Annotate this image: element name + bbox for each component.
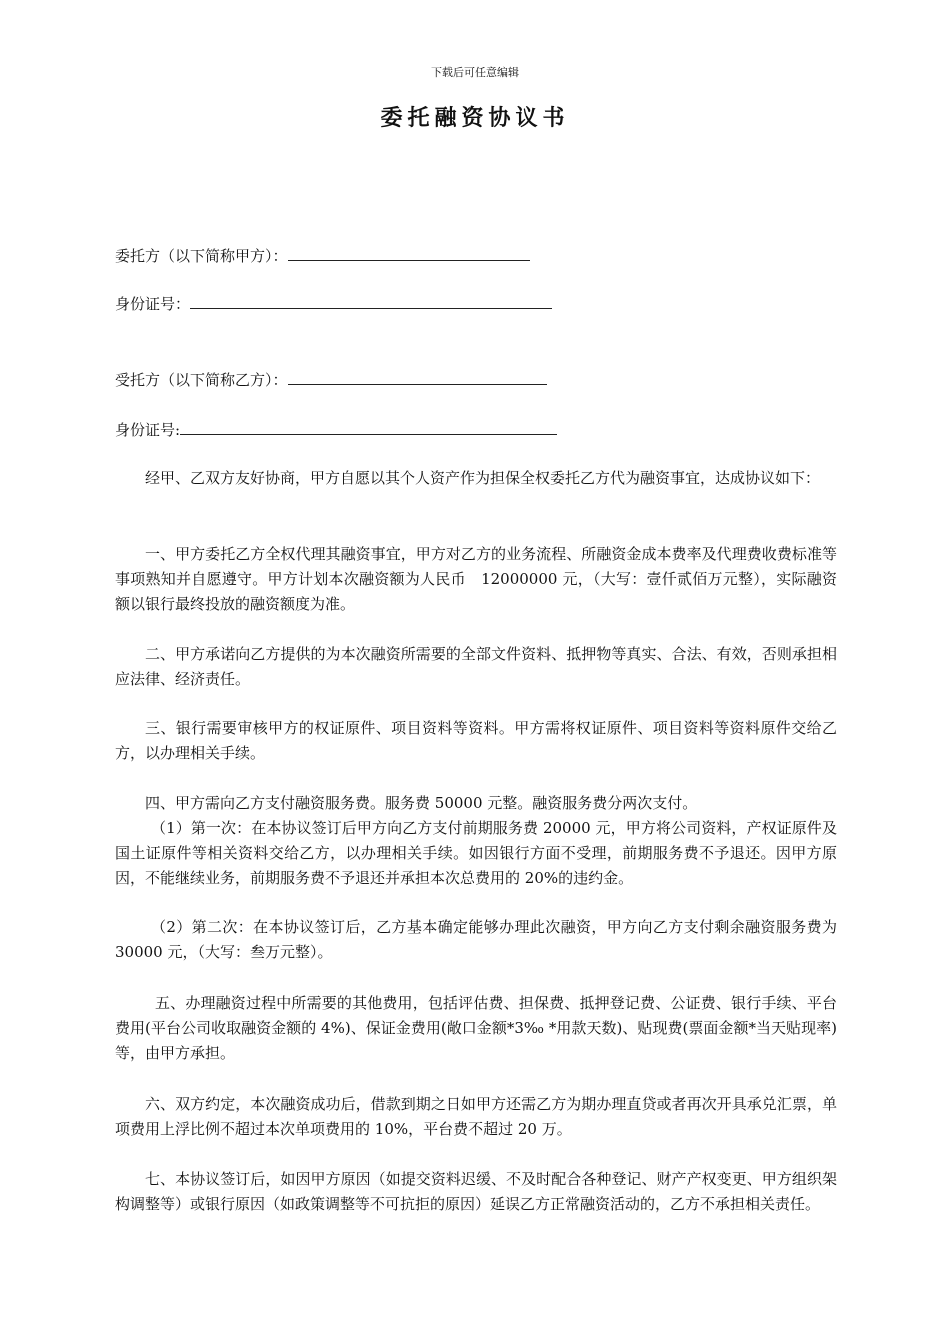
client-field bbox=[115, 246, 530, 266]
client-id-blank-line bbox=[190, 294, 552, 309]
document-title: 委托融资协议书 bbox=[380, 105, 570, 131]
agent-id-blank-line bbox=[180, 420, 557, 435]
intro-paragraph: 经甲、乙双方友好协商，甲方自愿以其个人资产作为担保全权委托乙方代为融资事宜，达成协议如下： bbox=[145, 469, 821, 487]
clause-6: 六、双方约定，本次融资成功后，借款到期之日如甲方还需乙方为期办理直贷或者再次开具承兑汇票，单项费用上浮比例不超过本次单项费用的 10%，平台费不超过 20 万。 bbox=[115, 1095, 837, 1138]
clause-4-item-1: （1）第一次：在本协议签订后甲方向乙方支付前期服务费 20000 元，甲方将公司资料，产权证原件及国土证原件等相关资料交给乙方，以办理相关手续。如因银行方面不受理，前期服务费不予退还。因甲方原因，不能继续业务，前期服务费不予退还并承担本次总费用的 20%的违约金。 bbox=[115, 819, 837, 887]
agent-id-field bbox=[115, 420, 557, 440]
clause-4-item-2: （2）第二次：在本协议签订后，乙方基本确定能够办理此次融资，甲方向乙方支付剩余融资服务费为 30000 元，（大写：叁万元整）。 bbox=[115, 918, 837, 961]
client-id-field bbox=[115, 294, 552, 314]
agent-id-label: 身份证号: bbox=[115, 421, 181, 439]
header-note: 下载后可任意编辑 bbox=[431, 66, 519, 79]
agent-field bbox=[115, 370, 547, 390]
clause-3: 三、银行需要审核甲方的权证原件、项目资料等资料。甲方需将权证原件、项目资料等资料原件交给乙方，以办理相关手续。 bbox=[115, 719, 837, 762]
clause-5: 五、办理融资过程中所需要的其他费用，包括评估费、担保费、抵押登记费、公证费、银行手续、平台费用(平台公司收取融资金额的 4%)、保证金费用(敞口金额*3‰ *用款天数)、贴现费(票面金额*当天贴现率)等，由甲方承担。 bbox=[115, 994, 837, 1062]
clause-4: 四、甲方需向乙方支付融资服务费。服务费 50000 元整。融资服务费分两次支付。 bbox=[145, 794, 698, 812]
agent-label: 受托方（以下简称乙方）： bbox=[115, 371, 288, 389]
client-id-label: 身份证号： bbox=[115, 295, 191, 313]
clause-1: 一、甲方委托乙方全权代理其融资事宜，甲方对乙方的业务流程、所融资金成本费率及代理费收费标准等事项熟知并自愿遵守。甲方计划本次融资额为人民币 12000000 元，（大写：壹仟贰佰万元整），实际融资额以银行最终投放的融资额度为准。 bbox=[115, 545, 837, 613]
client-blank-line bbox=[288, 246, 530, 261]
agent-blank-line bbox=[288, 370, 547, 385]
clause-2: 二、甲方承诺向乙方提供的为本次融资所需要的全部文件资料、抵押物等真实、合法、有效，否则承担相应法律、经济责任。 bbox=[115, 645, 837, 688]
clause-7: 七、本协议签订后，如因甲方原因（如提交资料迟缓、不及时配合各种登记、财产产权变更、甲方组织架构调整等）或银行原因（如政策调整等不可抗拒的原因）延误乙方正常融资活动的，乙方不承担相关责任。 bbox=[115, 1170, 837, 1213]
client-label: 委托方（以下简称甲方）： bbox=[115, 247, 288, 265]
